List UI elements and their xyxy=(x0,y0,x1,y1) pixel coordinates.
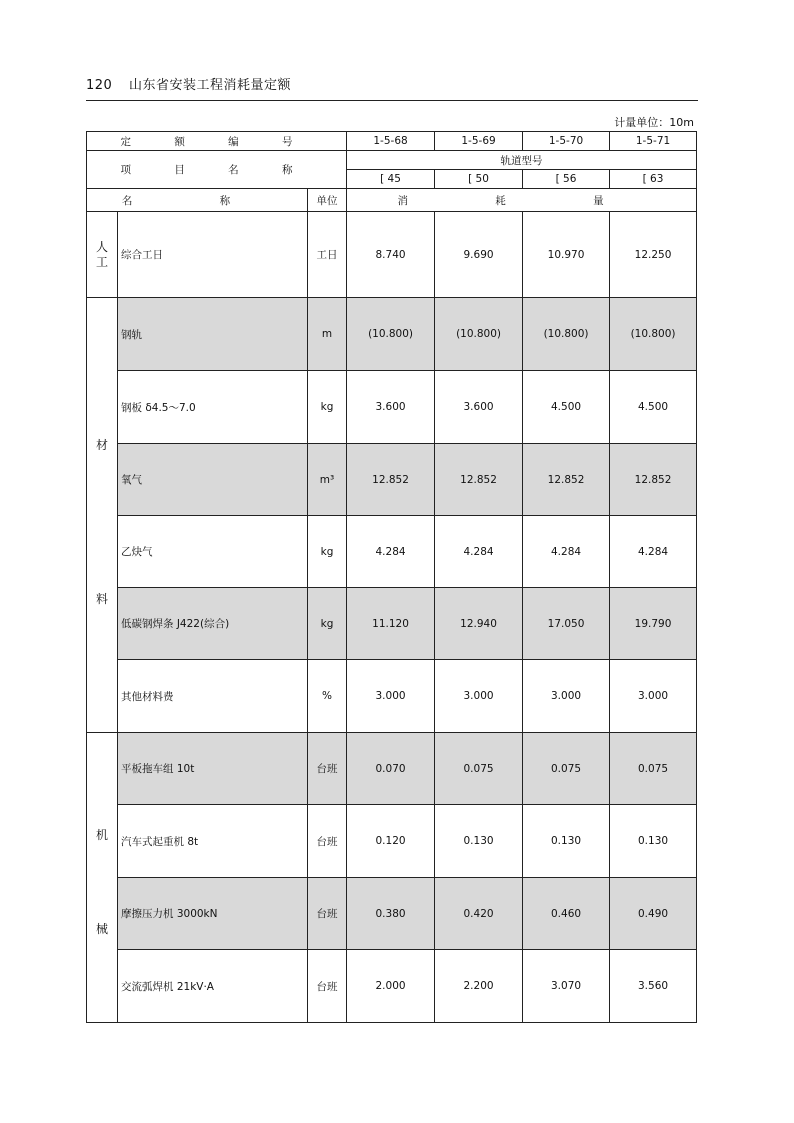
row-value: 12.852 xyxy=(523,444,610,516)
unit-column-header: 单位 xyxy=(308,189,347,212)
row-value: 3.560 xyxy=(610,950,697,1023)
quota-code: 1-5-69 xyxy=(435,132,523,151)
row-value: 0.460 xyxy=(523,878,610,950)
row-value: 0.130 xyxy=(435,805,523,878)
quota-code: 1-5-71 xyxy=(610,132,697,151)
unit-note: 计量单位：10m xyxy=(614,116,694,129)
row-value: 4.284 xyxy=(523,516,610,588)
row-value: 3.000 xyxy=(610,660,697,733)
row-value: 0.130 xyxy=(610,805,697,878)
row-value: 12.852 xyxy=(435,444,523,516)
quota-code: 1-5-70 xyxy=(523,132,610,151)
row-value: 0.120 xyxy=(347,805,435,878)
row-value: 3.000 xyxy=(523,660,610,733)
row-name: 交流弧焊机 21kV·A xyxy=(118,950,308,1023)
row-value: 12.852 xyxy=(610,444,697,516)
row-value: 9.690 xyxy=(435,212,523,298)
category-labor xyxy=(87,212,118,298)
row-name: 低碳钢焊条 J422(综合) xyxy=(118,588,308,660)
row-name: 乙炔气 xyxy=(118,516,308,588)
row-value: 0.075 xyxy=(435,733,523,805)
rail-type: [ 45 xyxy=(347,170,435,189)
header-rule xyxy=(86,100,698,101)
row-name: 钢板 δ4.5～7.0 xyxy=(118,371,308,444)
row-name: 汽车式起重机 8t xyxy=(118,805,308,878)
category-material xyxy=(87,298,118,733)
row-value: 12.940 xyxy=(435,588,523,660)
row-value: 11.120 xyxy=(347,588,435,660)
row-value: 0.490 xyxy=(610,878,697,950)
row-value: 3.000 xyxy=(435,660,523,733)
row-unit: m xyxy=(308,298,347,371)
page-number: 120 xyxy=(86,78,113,93)
name-column-header: 名 称 xyxy=(87,189,308,212)
rail-type: [ 63 xyxy=(610,170,697,189)
row-value: 4.500 xyxy=(610,371,697,444)
row-value: (10.800) xyxy=(523,298,610,371)
row-unit: 工日 xyxy=(308,212,347,298)
row-value: 10.970 xyxy=(523,212,610,298)
row-unit: kg xyxy=(308,588,347,660)
row-unit: 台班 xyxy=(308,950,347,1023)
row-value: 17.050 xyxy=(523,588,610,660)
category-spacer xyxy=(87,452,117,592)
row-value: 4.500 xyxy=(523,371,610,444)
row-value: 3.600 xyxy=(347,371,435,444)
row-unit: 台班 xyxy=(308,733,347,805)
row-name: 钢轨 xyxy=(118,298,308,371)
row-value: 19.790 xyxy=(610,588,697,660)
rail-type: [ 50 xyxy=(435,170,523,189)
row-value: 12.852 xyxy=(347,444,435,516)
row-name: 氧气 xyxy=(118,444,308,516)
row-value: 4.284 xyxy=(435,516,523,588)
category-material-label-1: 材 xyxy=(95,438,108,452)
consumption-header: 消 耗 量 xyxy=(347,189,697,212)
quota-table xyxy=(86,131,697,1023)
row-value: 4.284 xyxy=(347,516,435,588)
rail-type: [ 56 xyxy=(523,170,610,189)
category-machine-label-1: 机 xyxy=(95,828,108,842)
row-name: 摩擦压力机 3000kN xyxy=(118,878,308,950)
row-value: 0.075 xyxy=(523,733,610,805)
row-value: 2.200 xyxy=(435,950,523,1023)
row-value: 0.380 xyxy=(347,878,435,950)
row-value: 4.284 xyxy=(610,516,697,588)
row-name: 平板拖车组 10t xyxy=(118,733,308,805)
row-value: 0.075 xyxy=(610,733,697,805)
row-unit: 台班 xyxy=(308,878,347,950)
item-name-label: 项 目 名 称 xyxy=(87,151,347,189)
row-value: 0.130 xyxy=(523,805,610,878)
row-unit: kg xyxy=(308,516,347,588)
quota-number-label: 定 额 编 号 xyxy=(87,132,347,151)
row-name: 其他材料费 xyxy=(118,660,308,733)
rail-type-label: 轨道型号 xyxy=(347,151,697,170)
row-name: 综合工日 xyxy=(118,212,308,298)
row-value: (10.800) xyxy=(435,298,523,371)
category-spacer xyxy=(87,842,117,922)
row-value: 0.070 xyxy=(347,733,435,805)
row-value: 2.000 xyxy=(347,950,435,1023)
category-machine-label-2: 械 xyxy=(95,922,108,937)
row-unit: 台班 xyxy=(308,805,347,878)
row-value: 3.600 xyxy=(435,371,523,444)
quota-code: 1-5-68 xyxy=(347,132,435,151)
category-machine xyxy=(87,733,118,1023)
page-header xyxy=(86,74,291,93)
row-value: 8.740 xyxy=(347,212,435,298)
row-value: (10.800) xyxy=(610,298,697,371)
row-unit: % xyxy=(308,660,347,733)
row-unit: m³ xyxy=(308,444,347,516)
category-material-label-2: 料 xyxy=(95,592,108,607)
row-value: 12.250 xyxy=(610,212,697,298)
row-value: (10.800) xyxy=(347,298,435,371)
row-value: 3.070 xyxy=(523,950,610,1023)
row-value: 0.420 xyxy=(435,878,523,950)
row-value: 3.000 xyxy=(347,660,435,733)
category-labor-label: 人工 xyxy=(96,240,109,269)
book-title: 山东省安装工程消耗量定额 xyxy=(128,78,291,93)
row-unit: kg xyxy=(308,371,347,444)
